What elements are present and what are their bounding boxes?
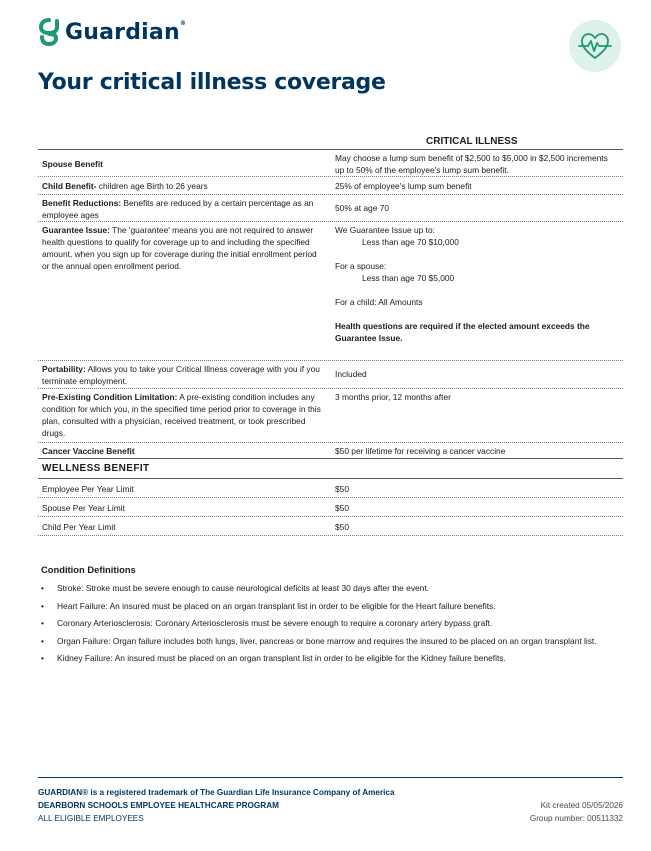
bullet-icon: • <box>41 635 44 646</box>
guardian-g-logo-icon <box>38 17 60 47</box>
table-row-child-limit <box>38 517 623 536</box>
row-value: $50 <box>335 503 349 513</box>
row-label: Employee Per Year Limit <box>42 484 134 494</box>
table-row-pre-existing-condition <box>38 389 623 443</box>
bullet-icon: • <box>41 583 44 593</box>
kit-created-date: Kit created 05/05/2026 <box>540 801 623 810</box>
list-item: • Organ Failure: Organ failure includes both lungs, liver, pancreas or bone marrow and requires the insured to be placed on an organ transplant list. <box>41 635 597 646</box>
table-row-spouse-limit <box>38 498 623 517</box>
table-row-benefit-reductions <box>38 195 623 222</box>
row-value: May choose a lump sum benefit of $2,500 to $5,000 in $2,500 increments up to 50% of the employee's lump sum benefit. <box>335 153 608 175</box>
critical-illness-header: CRITICAL ILLNESS <box>426 136 518 147</box>
row-label: Pre-Existing Condition Limitation: A pre-existing condition includes any condition for which you, in the specified time period prior to coverage in this plan, consulted with a physician, received treatment, or took prescribed drugs. <box>42 392 321 438</box>
condition-definitions-title: Condition Definitions <box>41 564 136 575</box>
table-row-portability <box>38 361 623 389</box>
trademark-notice: GUARDIAN® is a registered trademark of The Guardian Life Insurance Company of America <box>38 788 395 797</box>
row-label: Cancer Vaccine Benefit <box>42 446 135 456</box>
list-item: • Coronary Arteriosclerosis: Coronary Arteriosclerosis must be severe enough to require a coronary artery bypass graft. <box>41 618 493 628</box>
list-item: • Kidney Failure: An insured must be placed on an organ transplant list in order to be eligible for the Kidney failure benefits. <box>41 653 506 663</box>
page-title: Your critical illness coverage <box>38 70 386 95</box>
row-label: Spouse Per Year Limit <box>42 503 125 513</box>
condition-definitions <box>41 564 626 671</box>
bullet-icon: • <box>41 600 44 611</box>
row-value: $50 <box>335 522 349 532</box>
row-label: Spouse Benefit <box>42 158 103 169</box>
row-value: 3 months prior, 12 months after <box>335 392 451 402</box>
bullet-icon: • <box>41 618 44 628</box>
row-value: $50 per lifetime for receiving a cancer vaccine <box>335 446 506 456</box>
row-value: $50 <box>335 484 349 494</box>
brand-name: Guardian® <box>65 19 187 45</box>
group-number: Group number: 00511332 <box>529 814 623 823</box>
heart-pulse-badge <box>569 20 621 72</box>
row-value: 25% of employee's lump sum benefit <box>335 181 472 191</box>
row-value <box>328 222 623 360</box>
table-row-spouse-benefit <box>38 150 623 177</box>
gi-employee-intro: We Guarantee Issue up to: <box>335 225 435 235</box>
gi-employee-amount: Less than age 70 $10,000 <box>362 237 459 247</box>
table-row-cancer-vaccine <box>38 443 623 459</box>
row-value: Included <box>335 369 367 379</box>
heart-pulse-icon <box>569 20 621 72</box>
list-item: • Heart Failure: An insured must be placed on an organ transplant list in order to be eligible for the Heart failure benefits. <box>41 600 496 611</box>
footer <box>38 786 623 825</box>
wellness-benefit-header: WELLNESS BENEFIT <box>38 459 623 479</box>
guardian-logo <box>38 17 186 47</box>
table-row-employee-limit <box>38 479 623 498</box>
table-row-guarantee-issue <box>38 222 623 361</box>
gi-health-questions-note: Health questions are required if the elected amount exceeds the Guarantee Issue. <box>335 321 590 343</box>
row-label: Benefit Reductions: Benefits are reduced by a certain percentage as an employee ages <box>42 198 314 220</box>
column-header <box>38 135 623 150</box>
row-label: Child Per Year Limit <box>42 522 116 532</box>
program-name: DEARBORN SCHOOLS EMPLOYEE HEALTHCARE PROGRAM <box>38 801 279 810</box>
condition-definitions-list <box>41 583 626 664</box>
coverage-table <box>38 135 623 536</box>
footer-divider <box>38 777 623 778</box>
gi-spouse-amount: Less than age 70 $5,000 <box>362 273 455 283</box>
eligibility: ALL ELIGIBLE EMPLOYEES <box>38 814 144 823</box>
row-label: Portability: Allows you to take your Critical Illness coverage with you if you terminate employment. <box>42 364 320 386</box>
row-label: Guarantee Issue: The 'guarantee' means you are not required to answer health questions to qualify for coverage up to and including the specified amount, when you sign up for coverage during the initial enrollment period or the annual open enrollment period. <box>42 225 317 271</box>
table-row-child-benefit <box>38 177 623 195</box>
list-item: • Stroke: Stroke must be severe enough to cause neurological deficits at least 30 days after the event. <box>41 583 429 593</box>
row-label: Child Benefit- children age Birth to 26 years <box>42 181 208 191</box>
bullet-icon: • <box>41 653 44 663</box>
gi-spouse-intro: For a spouse: <box>335 261 387 271</box>
gi-child: For a child: All Amounts <box>335 297 423 307</box>
row-value: 50% at age 70 <box>335 203 390 213</box>
